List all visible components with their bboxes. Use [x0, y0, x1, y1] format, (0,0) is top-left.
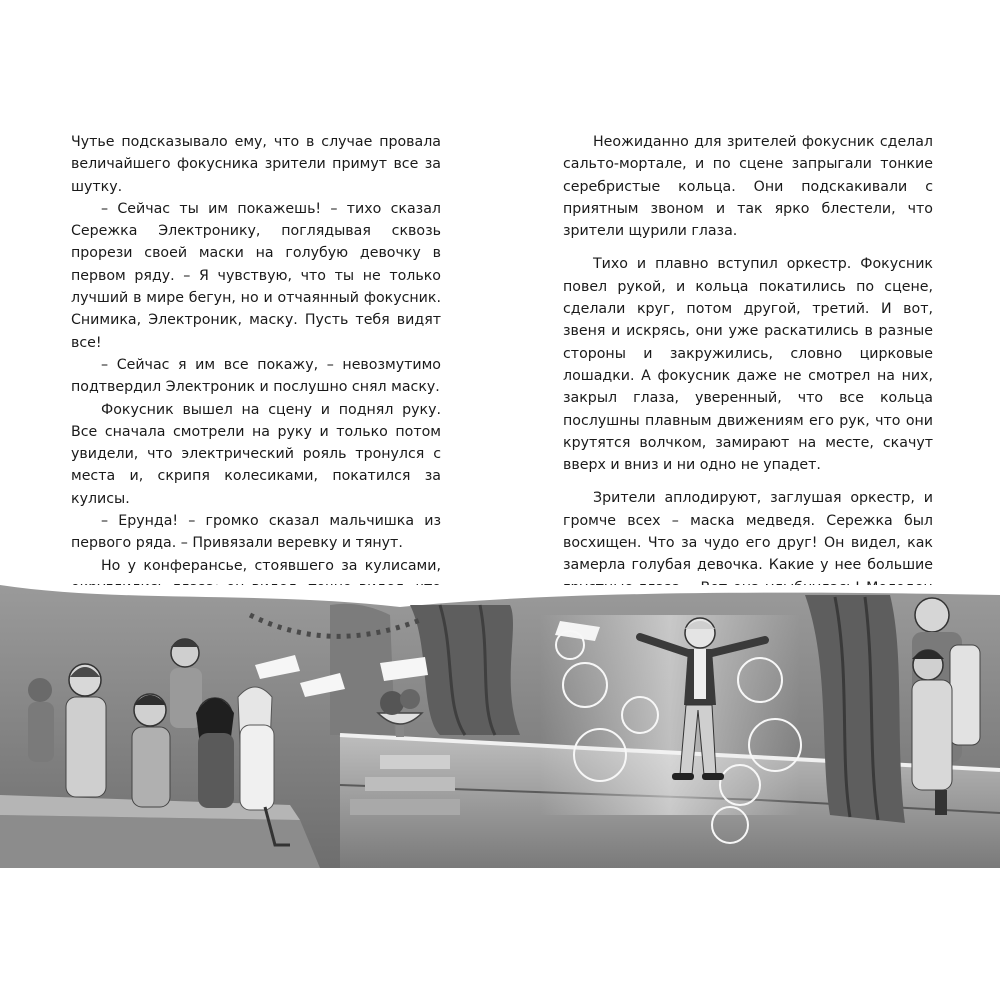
stair-step [365, 777, 455, 791]
flowers [380, 691, 404, 715]
stair-step [380, 755, 450, 769]
paragraph: Но у конферансье, стоявшего за кулисами, [101, 557, 441, 574]
paragraph: Тихо и плавно вступил оркестр. Фокусник повел рукой, и кольца покатились по сцене, сделали круг, потом другой, третий. И вот, звеня и искрясь, они уже раскатились в разные стороны и закружились, словно цирковые лошадки. А фокусник даже не смотрел на них, закрыл глаза, уверенный, что все кольца послушны плавным движениям его рук, что они крутятся волчком, замирают на месте, скачут вверх и вниз и ни одно не упадет. [563, 256, 933, 474]
illustration-graphic [0, 585, 1000, 868]
paragraph: – Сейчас ты им покажешь! – тихо сказал Сережка Электронику, поглядывая сквозь прорези своей маски на голубую девочку в первом ряду. – Я чувствую, что ты не только лучший в мире бегун, но и отчаянный фокусник. Снимика, Электроник, маску. Пусть тебя видят все! [71, 200, 441, 351]
paragraph: Фокусник вышел на сцену и поднял руку. Все сначала смотрели на руку и только потом увидели, что электрический рояль тронулся с места и, скрипя колесиками, покатился за кулисы. [71, 401, 441, 507]
paragraph: – Ерунда! – громко сказал мальчишка из первого ряда. – Привязали веревку и тянут. [71, 513, 441, 552]
vase-stand [396, 725, 404, 737]
paragraph: – Сейчас я им все покажу, – невозмутимо подтвердил Электроник и послушно снял маску. [71, 356, 441, 396]
flowers [400, 689, 420, 709]
paragraph: Зрители аплодируют, заглушая оркестр, и громче всех – маска медведя. Сережка был восхищен. Что за чудо его друг! Он видел, как замерла голубая девочка. Какие у нее большие [563, 490, 933, 574]
audience-bench [0, 815, 320, 868]
stage-illustration [0, 585, 1000, 868]
paragraph: Неожиданно для зрителей фокусник сделал сальто-мортале, и по сцене запрыгали тонкие серебристые кольца. Они подскакивали с приятным звоном и так ярко блестели, что зрители щурили глаза. [563, 134, 933, 240]
stair-step [350, 799, 460, 815]
paragraph: Чутье подсказывало ему, что в случае провала величайшего фокусника зрители примут все за шутку. [71, 134, 441, 195]
